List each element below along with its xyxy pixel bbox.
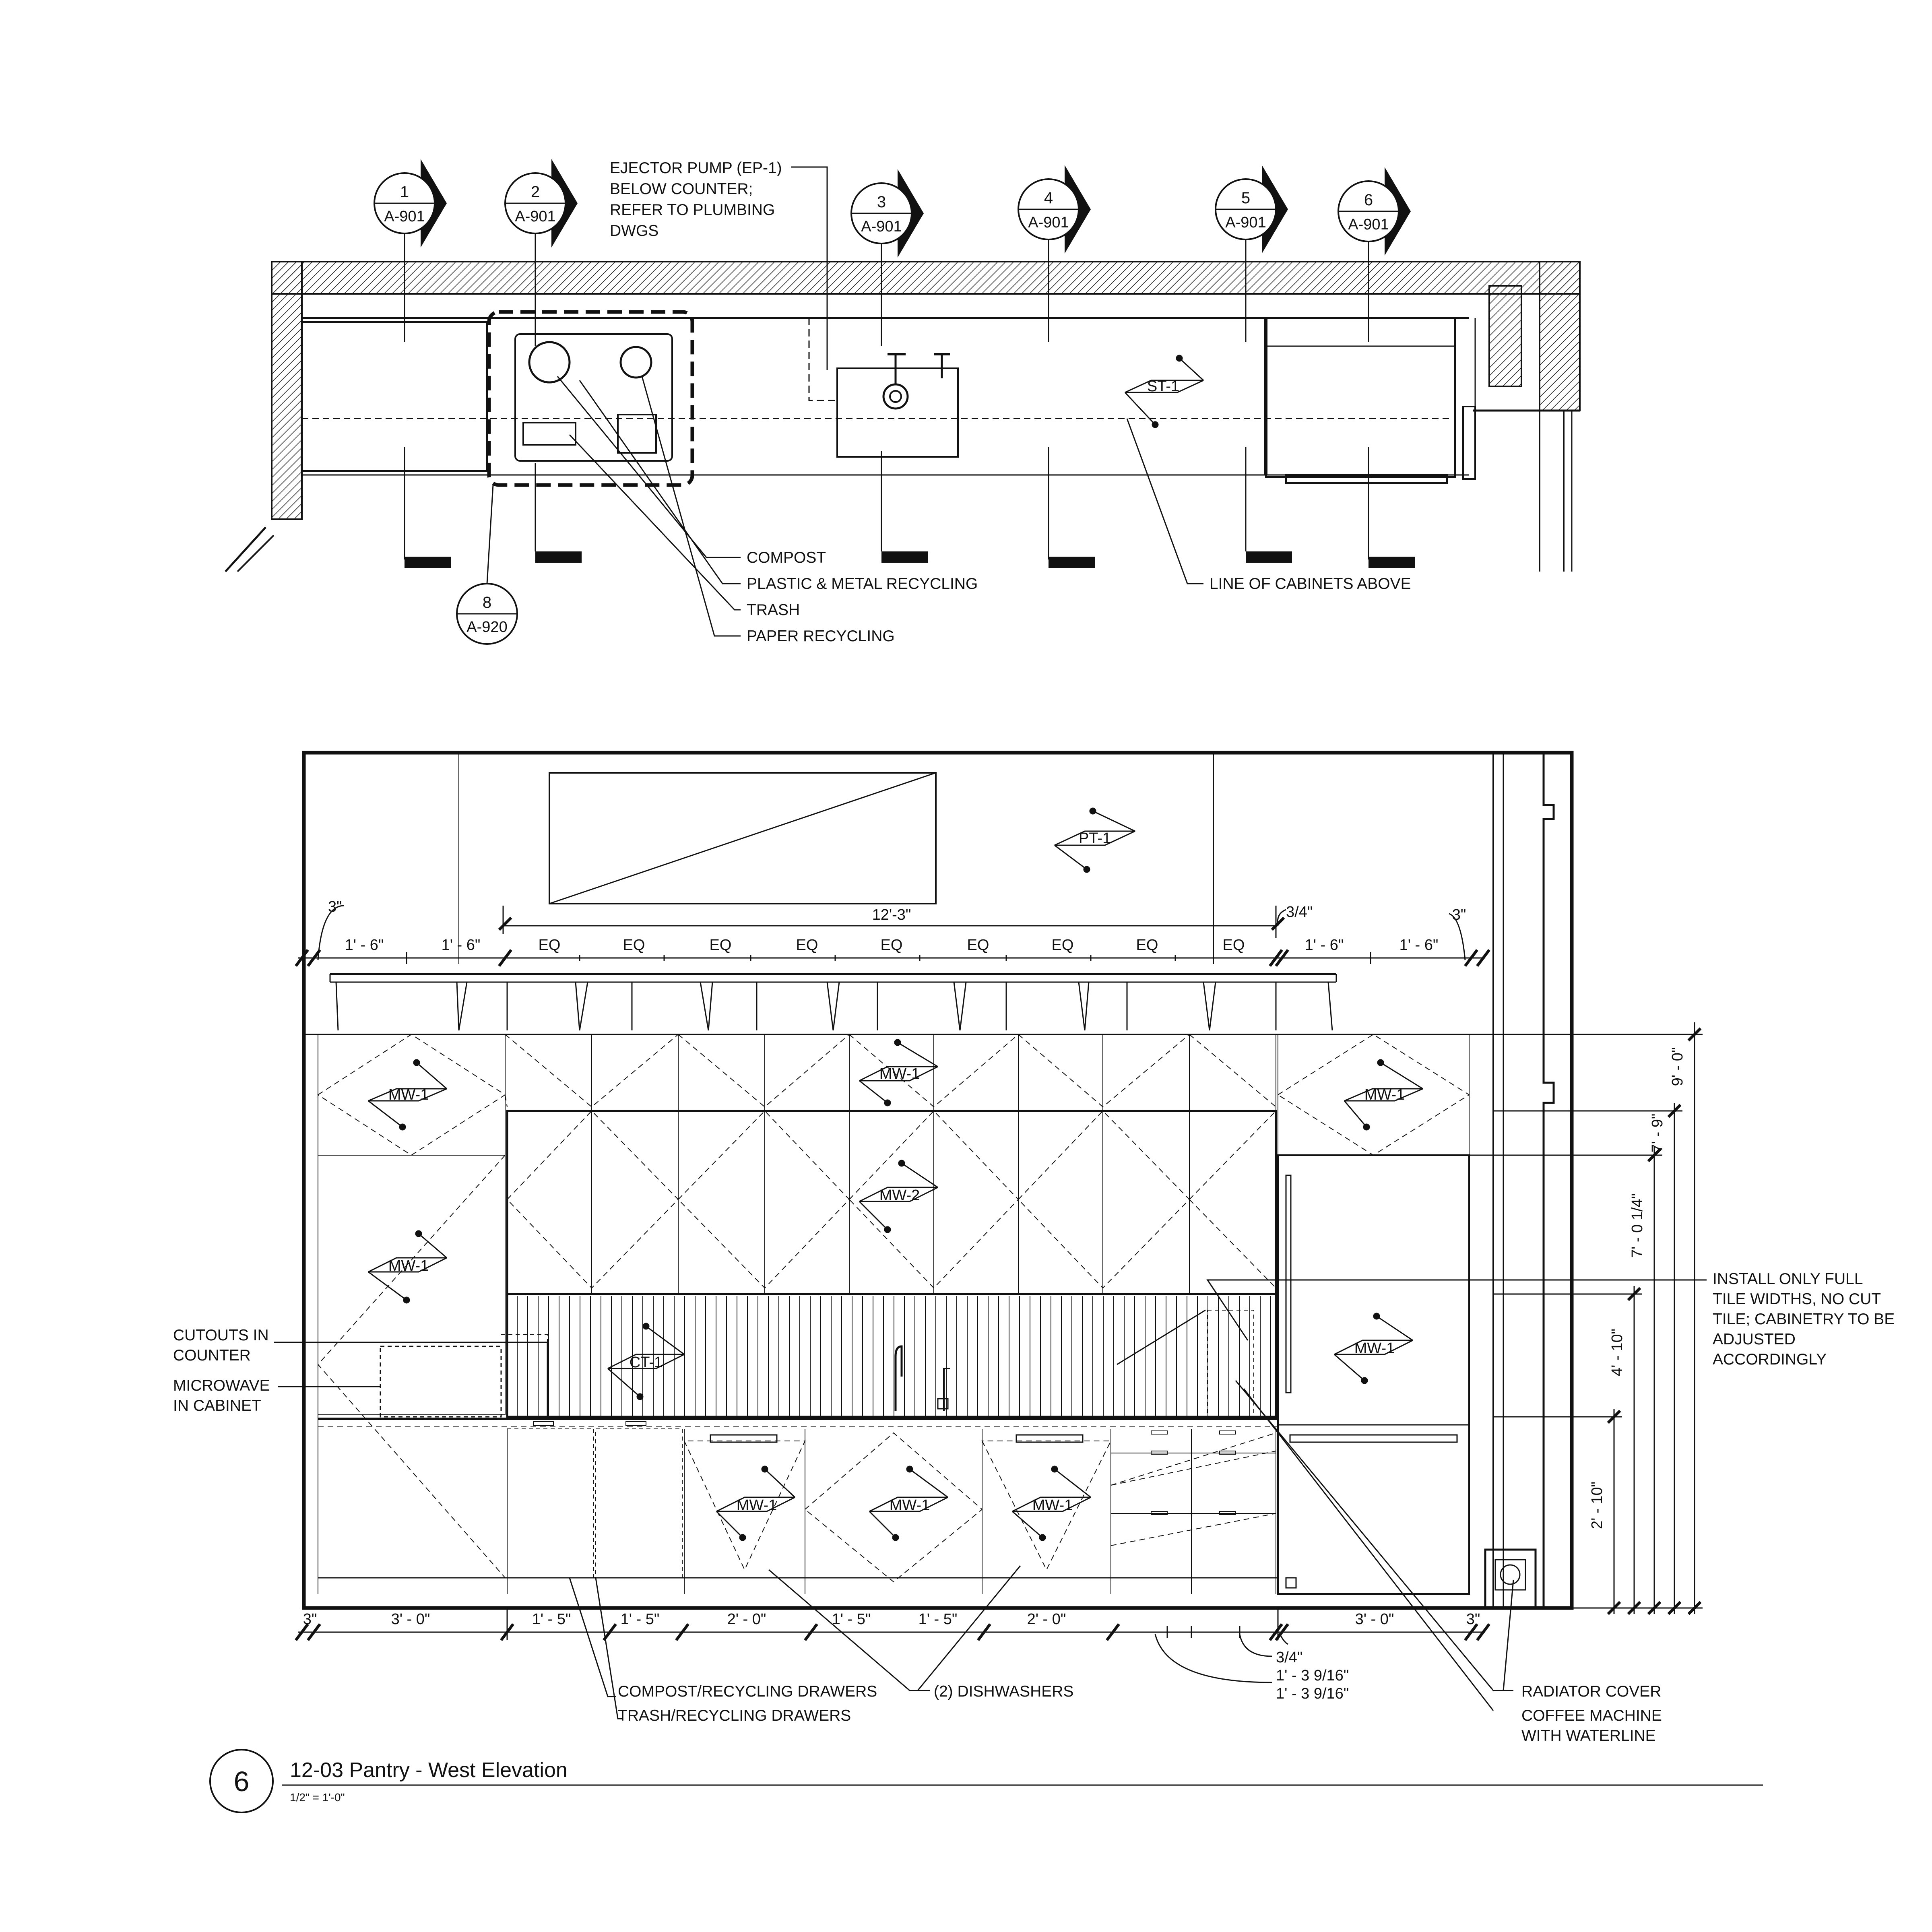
section-marker-5[interactable] bbox=[1216, 165, 1288, 254]
trash-label: TRASH bbox=[747, 601, 800, 619]
right-dim-2: 7' - 0 1/4" bbox=[1629, 1193, 1646, 1258]
bottom-dim-6: 1' - 5" bbox=[918, 1611, 958, 1628]
section-marker-1[interactable] bbox=[374, 159, 447, 248]
top-dim-7: EQ bbox=[880, 937, 903, 954]
right-dim-0: 9' - 0" bbox=[1669, 1047, 1686, 1086]
top-dim-1: 1' - 6" bbox=[345, 937, 384, 954]
mw1-tag-left-upper: MW-1 bbox=[388, 1086, 429, 1103]
bottom-dim-extra-0: 3/4" bbox=[1276, 1649, 1303, 1666]
top-dim-8: EQ bbox=[967, 937, 989, 954]
bottom-dim-0: 3" bbox=[303, 1611, 317, 1628]
mw1-tag-left-tall: MW-1 bbox=[388, 1257, 429, 1274]
top-dim-4: EQ bbox=[623, 937, 645, 954]
bottom-dim-7: 2' - 0" bbox=[1027, 1611, 1066, 1628]
bottom-dim-5: 1' - 5" bbox=[832, 1611, 871, 1628]
bottom-dim-4: 2' - 0" bbox=[727, 1611, 766, 1628]
title-block bbox=[210, 1750, 1763, 1812]
section-marker-4-sheet: A-901 bbox=[1028, 214, 1069, 231]
coffee-note-line-2: WITH WATERLINE bbox=[1521, 1727, 1656, 1744]
tile-note-line-1: INSTALL ONLY FULL bbox=[1713, 1270, 1863, 1288]
detail-marker-sheet: A-920 bbox=[466, 619, 508, 636]
right-dimension-strings bbox=[1469, 1022, 1703, 1614]
mw2-tag: MW-2 bbox=[879, 1187, 920, 1204]
top-dim-2: 1' - 6" bbox=[441, 937, 481, 954]
section-marker-5-number: 5 bbox=[1241, 189, 1251, 207]
bottom-dim-3: 1' - 5" bbox=[620, 1611, 660, 1628]
ejector-note-line-3: REFER TO PLUMBING bbox=[610, 201, 775, 219]
bottom-dim-9: 3" bbox=[1466, 1611, 1480, 1628]
microwave bbox=[380, 1346, 501, 1417]
overall-dim: 12'-3" bbox=[872, 906, 911, 923]
ejector-note-line-2: BELOW COUNTER; bbox=[610, 180, 753, 198]
section-marker-6-number: 6 bbox=[1364, 191, 1373, 209]
top-dim-10: EQ bbox=[1136, 937, 1158, 954]
mw1-tag-base-2: MW-1 bbox=[889, 1497, 930, 1514]
microwave-note-line-2: IN CABINET bbox=[173, 1397, 261, 1414]
section-marker-6[interactable] bbox=[1338, 167, 1411, 256]
top-dim-6: EQ bbox=[796, 937, 818, 954]
backsplash-tile bbox=[507, 1294, 1276, 1417]
plan-fridge bbox=[1266, 318, 1455, 477]
elevation-leaders bbox=[274, 1280, 1707, 1719]
plan-left-wall bbox=[272, 262, 302, 519]
cabinets-above-label: LINE OF CABINETS ABOVE bbox=[1210, 575, 1411, 592]
drawing-scale: 1/2" = 1'-0" bbox=[290, 1791, 345, 1804]
top-dim-12: 3/4" bbox=[1286, 904, 1313, 921]
mw1-tag-center-upper: MW-1 bbox=[879, 1065, 920, 1082]
top-dim-3: EQ bbox=[538, 937, 561, 954]
cutouts-note-line-1: CUTOUTS IN bbox=[173, 1327, 269, 1344]
mw1-tag-fridge: MW-1 bbox=[1354, 1340, 1395, 1357]
drawing-title: 12-03 Pantry - West Elevation bbox=[290, 1759, 568, 1782]
top-dim-0: 3" bbox=[328, 898, 342, 915]
section-marker-5-sheet: A-901 bbox=[1225, 214, 1266, 231]
plan-right-wall bbox=[1540, 262, 1580, 411]
right-dim-3: 4' - 10" bbox=[1609, 1329, 1626, 1376]
pt1-tag-text: PT-1 bbox=[1078, 830, 1111, 847]
compost-label: COMPOST bbox=[747, 549, 826, 566]
coffee-machine bbox=[1208, 1310, 1254, 1417]
top-dim-11: EQ bbox=[1222, 937, 1245, 954]
bottom-dim-extra-1: 1' - 3 9/16" bbox=[1276, 1667, 1349, 1684]
detail-marker-number: 8 bbox=[482, 594, 492, 611]
bottom-dim-1: 3' - 0" bbox=[391, 1611, 430, 1628]
top-dim-14: 1' - 6" bbox=[1399, 937, 1439, 954]
tile-note-line-4: ADJUSTED bbox=[1713, 1331, 1796, 1348]
ejector-note-line-1: EJECTOR PUMP (EP-1) bbox=[610, 159, 782, 177]
detail-marker-8[interactable] bbox=[457, 584, 517, 644]
top-dim-9: EQ bbox=[1051, 937, 1074, 954]
tile-note-line-2: TILE WIDTHS, NO CUT bbox=[1713, 1290, 1881, 1308]
section-marker-4[interactable] bbox=[1018, 165, 1091, 254]
tile-note-line-5: ACCORDINGLY bbox=[1713, 1351, 1827, 1368]
section-marker-3-number: 3 bbox=[877, 193, 886, 211]
plastic-metal-label: PLASTIC & METAL RECYCLING bbox=[747, 575, 978, 592]
mw1-tag-right-upper: MW-1 bbox=[1364, 1086, 1405, 1103]
section-marker-2[interactable] bbox=[505, 159, 578, 248]
bottom-dim-extra-2: 1' - 3 9/16" bbox=[1276, 1685, 1349, 1702]
elevation-view bbox=[274, 753, 1707, 1719]
plan-st1-tag-text: ST-1 bbox=[1147, 378, 1180, 395]
section-marker-1-sheet: A-901 bbox=[384, 208, 425, 225]
refrigerator bbox=[1278, 1155, 1469, 1594]
compost-drawers-label: COMPOST/RECYCLING DRAWERS bbox=[618, 1683, 877, 1700]
right-dim-1: 7' - 9" bbox=[1649, 1113, 1666, 1153]
section-marker-3[interactable] bbox=[851, 169, 924, 258]
section-marker-4-number: 4 bbox=[1044, 189, 1053, 207]
elevation-frame bbox=[304, 753, 1572, 1608]
plan-notes bbox=[610, 159, 1411, 645]
section-marker-2-sheet: A-901 bbox=[515, 208, 556, 225]
top-dim-15: 3" bbox=[1452, 906, 1466, 923]
title-number: 6 bbox=[233, 1766, 250, 1797]
coffee-note-line-1: COFFEE MACHINE bbox=[1521, 1707, 1662, 1724]
microwave-note-line-1: MICROWAVE bbox=[173, 1377, 270, 1394]
paper-recycling-label: PAPER RECYCLING bbox=[747, 627, 895, 645]
dishwashers-label: (2) DISHWASHERS bbox=[934, 1683, 1074, 1700]
tile-note-line-3: TILE; CABINETRY TO BE bbox=[1713, 1311, 1895, 1328]
trash-drawers-label: TRASH/RECYCLING DRAWERS bbox=[618, 1707, 851, 1724]
section-marker-3-sheet: A-901 bbox=[861, 218, 902, 235]
top-dim-13: 1' - 6" bbox=[1305, 937, 1344, 954]
plan-pier bbox=[1489, 286, 1521, 386]
mw1-tag-base-3: MW-1 bbox=[1032, 1497, 1073, 1514]
top-dim-5: EQ bbox=[709, 937, 732, 954]
ejector-note-line-4: DWGS bbox=[610, 222, 659, 239]
radiator-cover-label: RADIATOR COVER bbox=[1521, 1683, 1662, 1700]
section-marker-2-number: 2 bbox=[530, 183, 540, 201]
bottom-dim-8: 3' - 0" bbox=[1355, 1611, 1394, 1628]
section-marker-6-sheet: A-901 bbox=[1348, 216, 1389, 233]
plan-back-wall bbox=[272, 262, 1580, 294]
mw1-tag-base-1: MW-1 bbox=[736, 1497, 777, 1514]
bottom-dim-2: 1' - 5" bbox=[532, 1611, 571, 1628]
cutouts-note-line-2: COUNTER bbox=[173, 1347, 251, 1364]
right-dim-4: 2' - 10" bbox=[1589, 1482, 1606, 1529]
section-marker-1-number: 1 bbox=[400, 183, 409, 201]
shelf-brackets bbox=[336, 982, 1332, 1030]
ct1-tag: CT-1 bbox=[629, 1354, 663, 1371]
plan-waste-enclosure bbox=[489, 312, 692, 485]
plan-sink bbox=[837, 368, 958, 457]
